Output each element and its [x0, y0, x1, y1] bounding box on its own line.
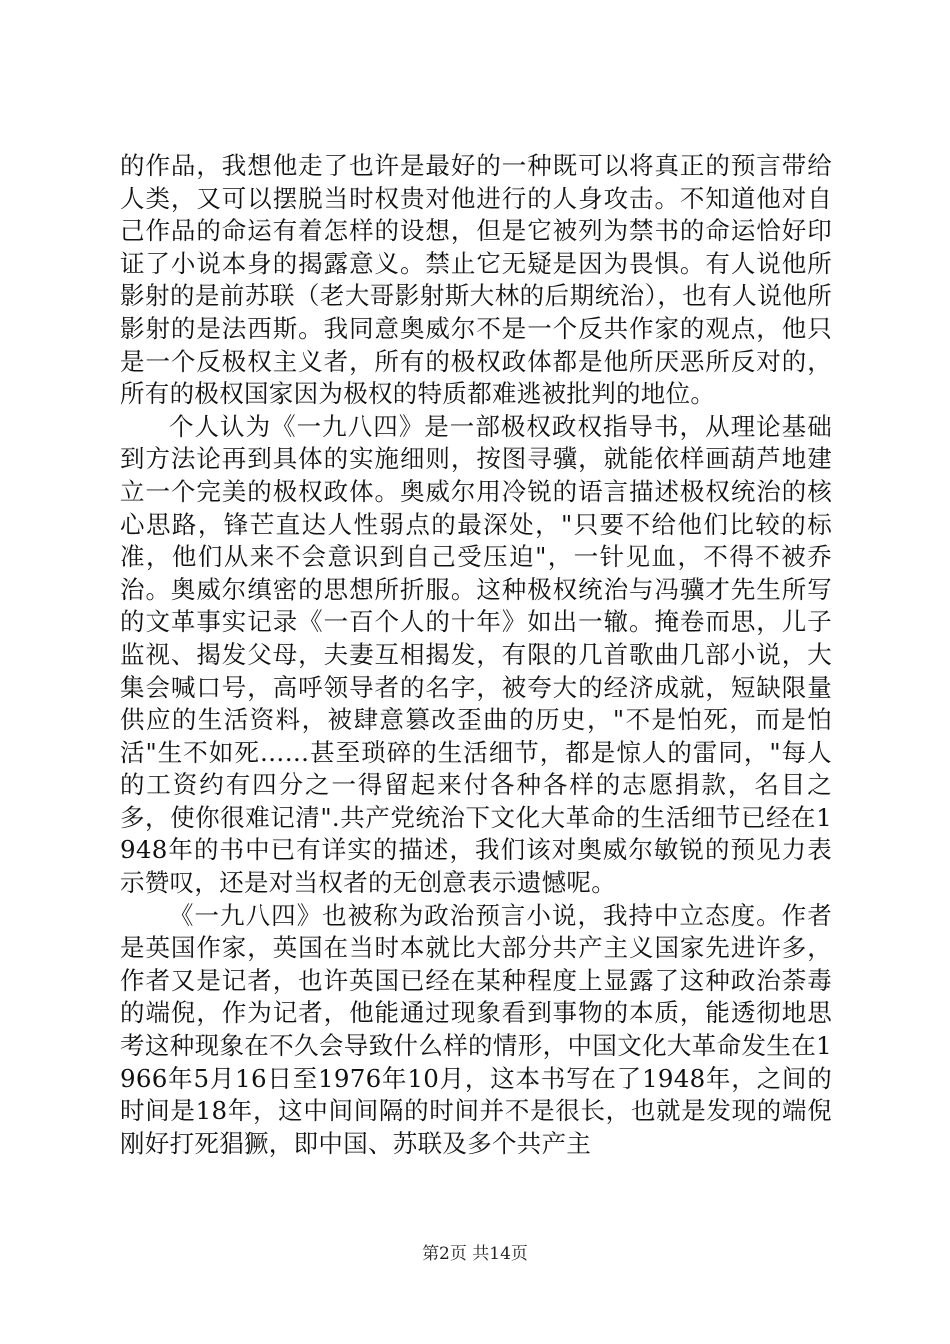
paragraph-1: 的作品，我想他走了也许是最好的一种既可以将真正的预言带给人类，又可以摆脱当时权贵对他进行的人身攻击。不知道他对自己作品的命运有着怎样的设想，但是它被列为禁书的命运恰好印证了小说本身的揭露意义。禁止它无疑是因为畏惧。有人说他所影射的是前苏联（老大哥影射斯大林的后期统治），也有人说他所影射的是法西斯。我同意奥威尔不是一个反共作家的观点，他只是一个反极权主义者，所有的极权政体都是他所厌恶所反对的，所有的极权国家因为极权的特质都难逃被批判的地位。 [120, 151, 832, 409]
body-text [120, 150, 832, 1160]
page-footer [0, 1243, 950, 1265]
paragraph-2: 个人认为《一九八四》是一部极权政权指导书，从理论基础到方法论再到具体的实施细则，按图寻骥，就能依样画葫芦地建立一个完美的极权政体。奥威尔用冷锐的语言描述极权统治的核心思路，锋芒直达人性弱点的最深处，"只要不给他们比较的标准，他们从来不会意识到自己受压迫"，一针见血，不得不被乔治。奥威尔缜密的思想所折服。这种极权统治与冯骥才先生所写的文革事实记录《一百个人的十年》如出一辙。掩卷而思，儿子监视、揭发父母，夫妻互相揭发，有限的几首歌曲几部小说，大集会喊口号，高呼领导者的名字，被夸大的经济成就，短缺限量供应的生活资料，被肆意篡改歪曲的历史，"不是怕死，而是怕活"生不如死……甚至琐碎的生活细节，都是惊人的雷同，"每人的工资约有四分之一得留起来付各种各样的志愿捐款，名目之多，使你很难记清".共产党统治下文化大革命的生活细节已经在1948年的书中已有详实的描述，我们该对奥威尔敏锐的预见力表示赞叹，还是对当权者的无创意表示遗憾呢。 [120, 411, 832, 898]
page-number-label: 第2页 共14页 [422, 1244, 528, 1264]
paragraph-3: 《一九八四》也被称为政治预言小说，我持中立态度。作者是英国作家，英国在当时本就比大部分共产主义国家先进许多，作者又是记者，也许英国已经在某种程度上显露了这种政治荼毒的端倪，作为记者，他能通过现象看到事物的本质，能透彻地思考这种现象在不久会导致什么样的情形，中国文化大革命发生在1966年5月16日至1976年10月，这本书写在了1948年，之间的时间是18年，这中间间隔的时间并不是很长，也就是发现的端倪刚好打死猖獗，即中国、苏联及多个共产主 [120, 900, 832, 1158]
